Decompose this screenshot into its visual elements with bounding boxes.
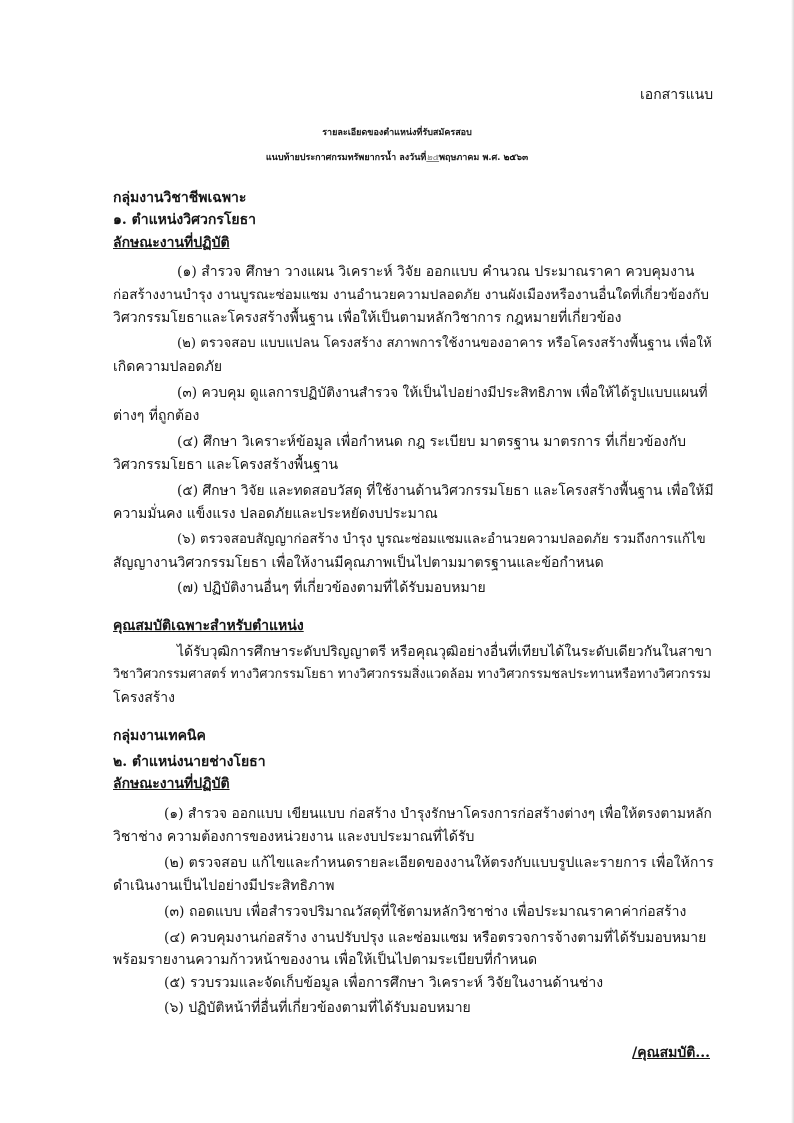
section1-duty1-line3: วิศวกรรมโยธาและโครงสร้างพื้นฐาน เพื่อให้เป็นตามหลักวิชาการ กฎหมายที่เกี่ยวข้อง bbox=[113, 310, 622, 326]
continued-marker: /คุณสมบัติ... bbox=[632, 1045, 710, 1061]
section1-qualifications-line1: ได้รับวุฒิการศึกษาระดับปริญญาตรี หรือคุณวุฒิอย่างอื่นที่เทียบได้ในระดับเดียวกันในสาขา bbox=[177, 644, 712, 660]
section1-duty6-line1: (๖) ตรวจสอบสัญญาก่อสร้าง บำรุง บูรณะซ่อมแซมและอำนวยความปลอดภัย รวมถึงการแก้ไข bbox=[177, 532, 706, 547]
section2-duty3-line1: (๓) ถอดแบบ เพื่อสำรวจปริมาณวัสดุที่ใช้ตามหลักวิชาช่าง เพื่อประมาณราคาค่าก่อสร้าง bbox=[164, 904, 687, 920]
section1-duty4-line1: (๔) ศึกษา วิเคราะห์ข้อมูล เพื่อกำหนด กฎ ระเบียบ มาตรฐาน มาตรการ ที่เกี่ยวข้องกับ bbox=[177, 434, 686, 450]
section1-duties-heading: ลักษณะงานที่ปฏิบัติ bbox=[113, 235, 230, 251]
subtitle-prefix: แนบท้ายประกาศกรมทรัพยากรน้ำ ลงวันที่ bbox=[265, 153, 427, 163]
section2-duties-heading: ลักษณะงานที่ปฏิบัติ bbox=[113, 776, 230, 792]
section2-duty4-line2: พร้อมรายงานความก้าวหน้าของงาน เพื่อให้เป็นไปตามระเบียบที่กำหนด bbox=[113, 952, 538, 968]
document-title: รายละเอียดของตำแหน่งที่รับสมัครสอบ bbox=[322, 128, 472, 138]
section1-group: กลุ่มงานวิชาชีพเฉพาะ bbox=[113, 190, 247, 206]
section2-duty2-line2: ดำเนินงานเป็นไปอย่างมีประสิทธิภาพ bbox=[113, 878, 335, 894]
section1-duty1-line1: (๑) สำรวจ ศึกษา วางแผน วิเคราะห์ วิจัย ออกแบบ คำนวณ ประมาณราคา ควบคุมงาน bbox=[177, 264, 695, 280]
section2-duty1-line2: วิชาช่าง ความต้องการของหน่วยงาน และงบประมาณที่ได้รับ bbox=[113, 829, 475, 845]
section1-qualifications-heading: คุณสมบัติเฉพาะสำหรับตำแหน่ง bbox=[113, 618, 304, 634]
section1-duty5-line2: ความมั่นคง แข็งแรง ปลอดภัยและประหยัดงบประมาณ bbox=[113, 506, 438, 522]
section2-duty2-line1: (๒) ตรวจสอบ แก้ไขและกำหนดรายละเอียดของงานให้ตรงกับแบบรูปและรายการ เพื่อให้การ bbox=[164, 855, 714, 871]
section2-duty4-line1: (๔) ควบคุมงานก่อสร้าง งานปรับปรุง และซ่อมแซม หรือตรวจการจ้างตามที่ได้รับมอบหมาย bbox=[164, 930, 707, 946]
section2-duty1-line1: (๑) สำรวจ ออกแบบ เขียนแบบ ก่อสร้าง บำรุงรักษาโครงการก่อสร้างต่างๆ เพื่อให้ตรงตามหลัก bbox=[164, 806, 712, 822]
section1-duty3-line1: (๓) ควบคุม ดูแลการปฏิบัติงานสำรวจ ให้เป็นไปอย่างมีประสิทธิภาพ เพื่อให้ได้รูปแบบแผนที่ bbox=[177, 385, 708, 401]
section1-qualifications-line3: โครงสร้าง bbox=[113, 690, 176, 706]
section1-duty3-line2: ต่างๆ ที่ถูกต้อง bbox=[113, 408, 200, 424]
section2-group: กลุ่มงานเทคนิค bbox=[113, 728, 206, 744]
document-subtitle bbox=[0, 149, 794, 167]
attachment-label: เอกสารแนบ bbox=[640, 87, 714, 103]
section1-duty1-line2: ก่อสร้างงานบำรุง งานบูรณะซ่อมแซม งานอำนวยความปลอดภัย งานผังเมืองหรืองานอื่นใดที่เกี่ยวข้องกับ bbox=[113, 287, 709, 303]
handwritten-date: ๒๕ bbox=[426, 153, 440, 163]
section1-duty2-line2: เกิดความปลอดภัย bbox=[113, 359, 223, 375]
section1-qualifications-line2: วิชาวิศวกรรมศาสตร์ ทางวิศวกรรมโยธา ทางวิศวกรรมสิ่งแวดล้อม ทางวิศวกรรมชลประทานหรือทางวิศวกรรม bbox=[113, 667, 711, 682]
section2-duty5-line1: (๕) รวบรวมและจัดเก็บข้อมูล เพื่อการศึกษา วิเคราะห์ วิจัยในงานด้านช่าง bbox=[164, 975, 604, 991]
section1-duty5-line1: (๕) ศึกษา วิจัย และทดสอบวัสดุ ที่ใช้งานด้านวิศวกรรมโยธา และโครงสร้างพื้นฐาน เพื่อให้มี bbox=[177, 483, 714, 499]
section1-duty4-line2: วิศวกรรมโยธา และโครงสร้างพื้นฐาน bbox=[113, 457, 339, 473]
section1-duty2-line1: (๒) ตรวจสอบ แบบแปลน โครงสร้าง สภาพการใช้งานของอาคาร หรือโครงสร้างพื้นฐาน เพื่อให้ bbox=[177, 336, 712, 351]
subtitle-suffix: พฤษภาคม พ.ศ. ๒๕๖๓ bbox=[439, 153, 529, 163]
section1-position: ๑. ตำแหน่งวิศวกรโยธา bbox=[113, 212, 256, 228]
section1-duty7-line1: (๗) ปฏิบัติงานอื่นๆ ที่เกี่ยวข้องตามที่ได้รับมอบหมาย bbox=[177, 580, 486, 596]
section2-position: ๒. ตำแหน่งนายช่างโยธา bbox=[113, 754, 266, 770]
section1-duty6-line2: สัญญางานวิศวกรรมโยธา เพื่อให้งานมีคุณภาพเป็นไปตามมาตรฐานและข้อกำหนด bbox=[113, 555, 604, 571]
section2-duty6-line1: (๖) ปฏิบัติหน้าที่อื่นที่เกี่ยวข้องตามที่ได้รับมอบหมาย bbox=[164, 1000, 471, 1016]
